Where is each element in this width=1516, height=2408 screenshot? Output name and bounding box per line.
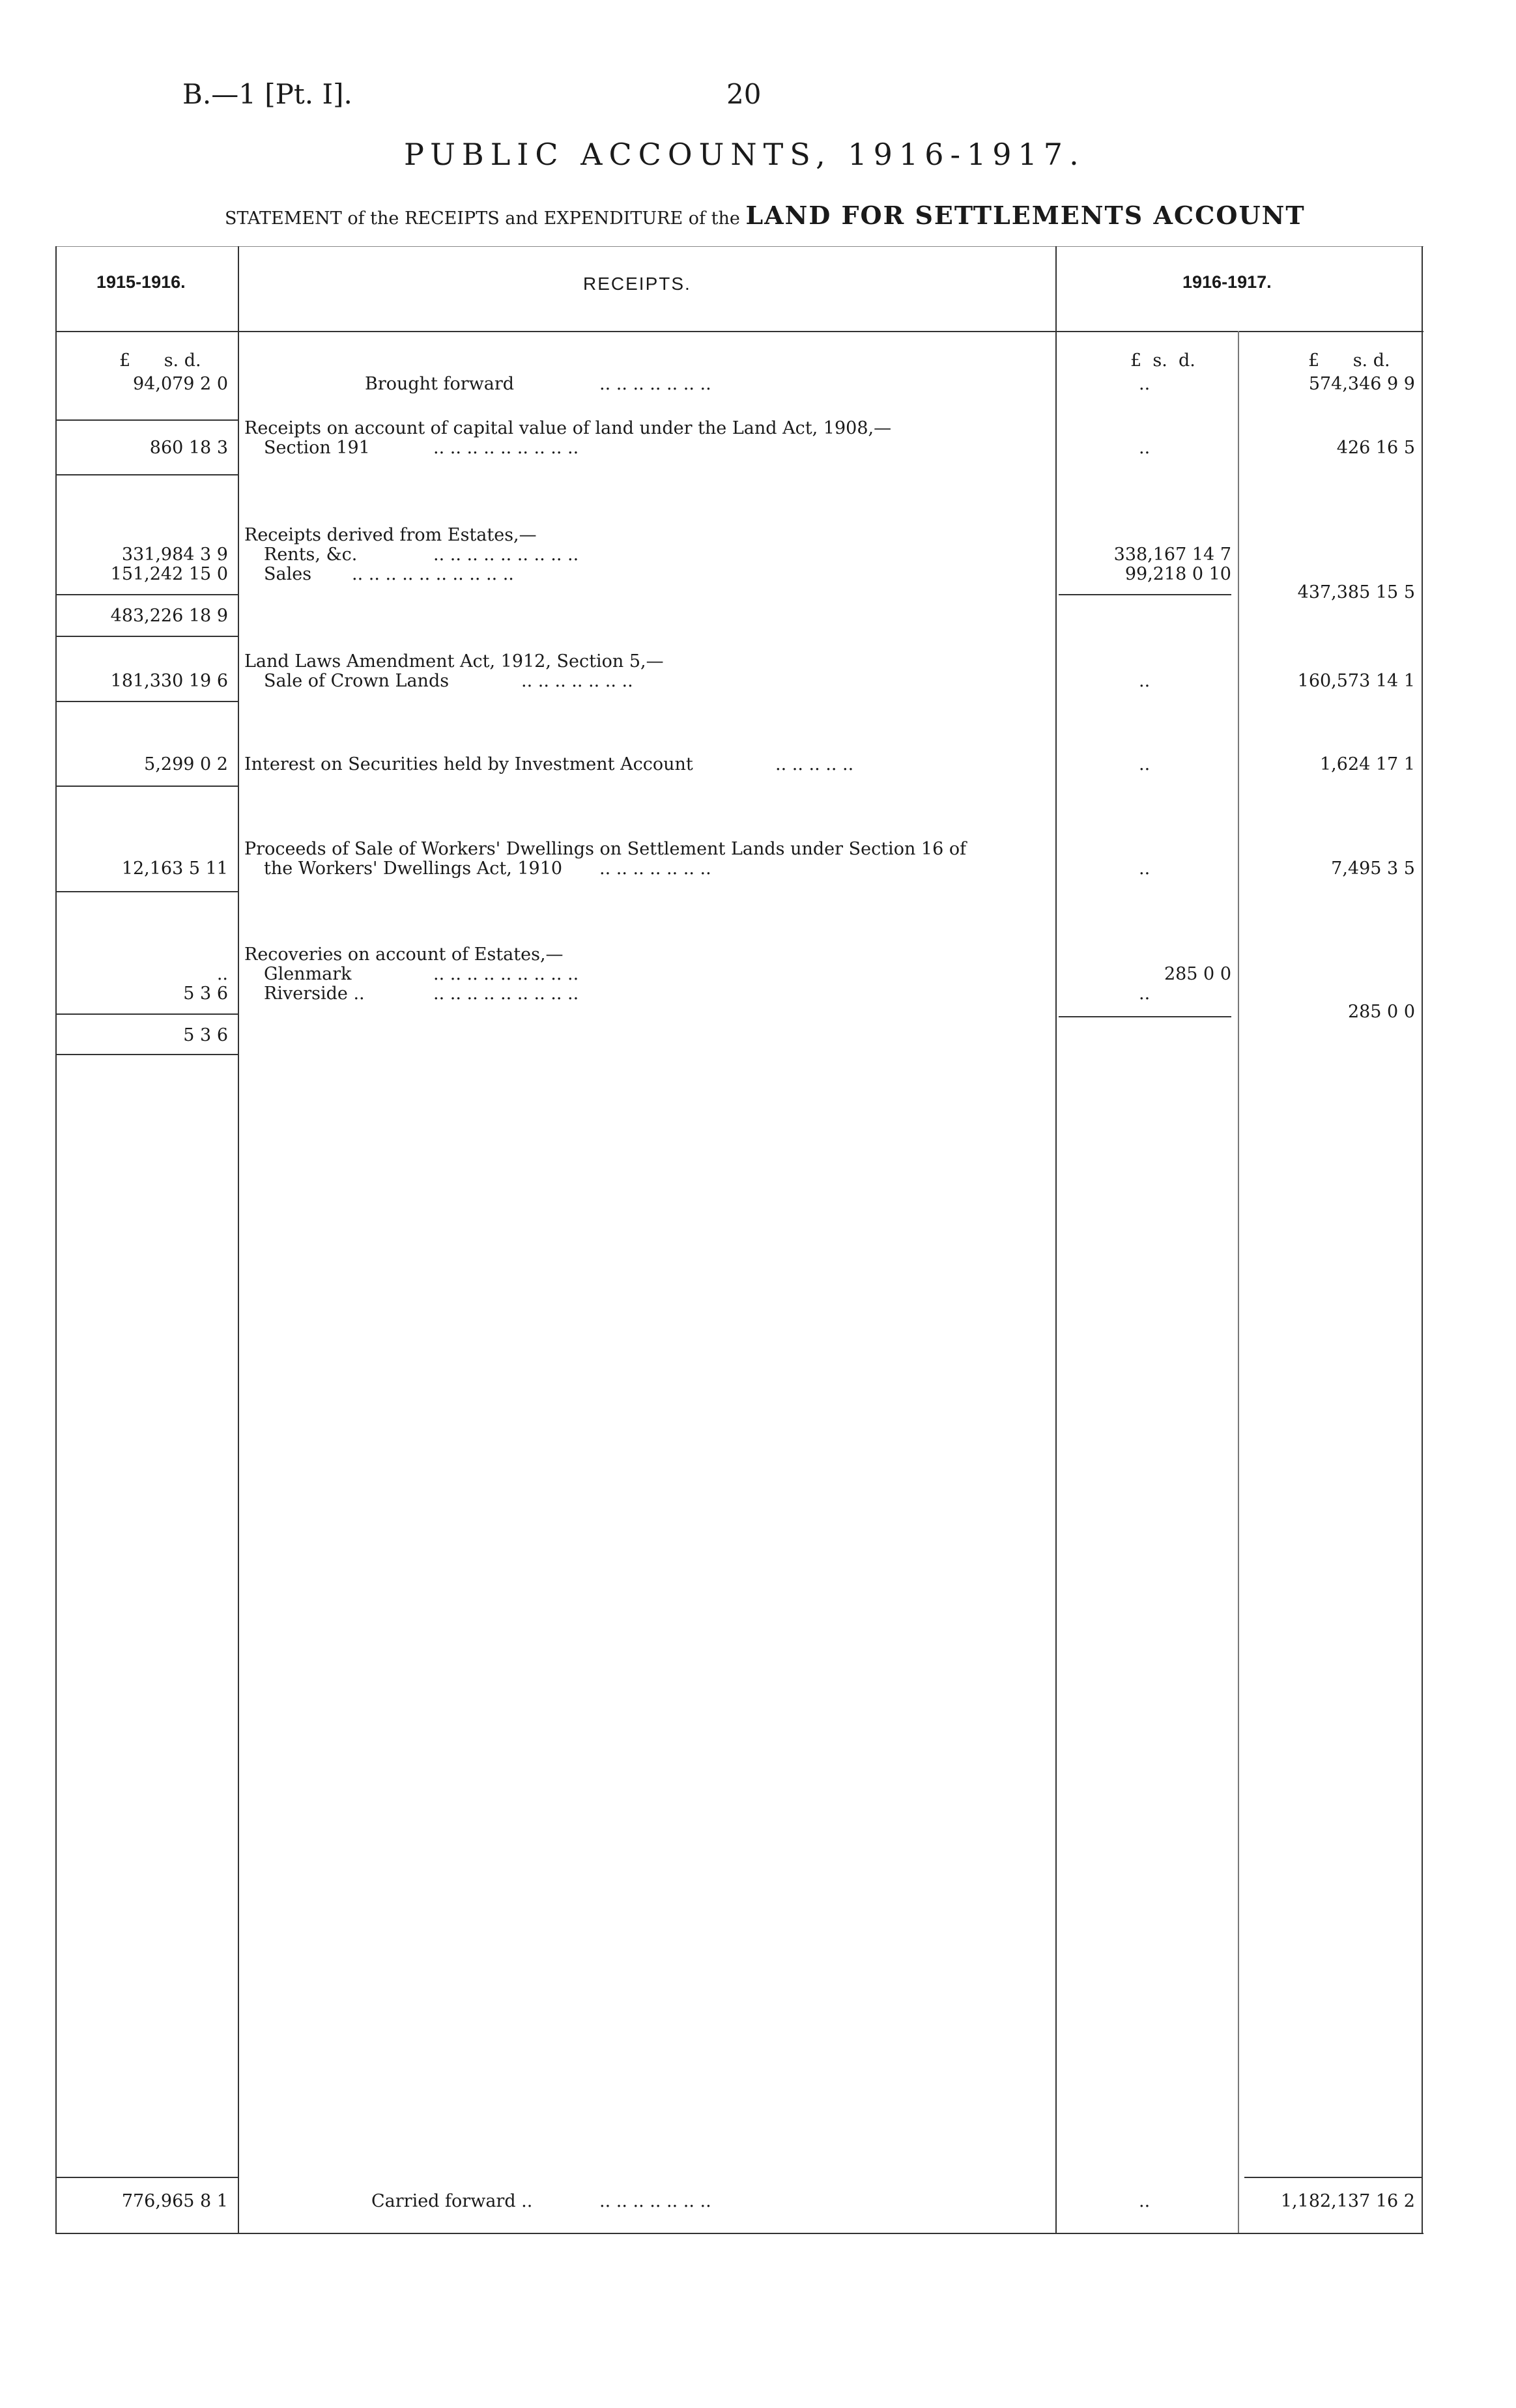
- prev-amount: 5,299 0 2: [144, 754, 228, 774]
- statement-heading: [225, 201, 1306, 230]
- rents-label: Rents, &c.: [264, 545, 358, 565]
- rents-sub-amount: 338,167 14 7: [1113, 545, 1231, 565]
- sub-amount: ..: [1139, 2191, 1151, 2211]
- table-top-rule: [55, 246, 1423, 247]
- glenmark-label: Glenmark: [264, 964, 352, 984]
- pence-label: d.: [1178, 350, 1195, 371]
- row-rule: [55, 636, 238, 637]
- total-rule: [1244, 2177, 1422, 2178]
- prev-amount: 776,965 8 1: [121, 2191, 228, 2211]
- row-rule: [55, 786, 238, 787]
- riverside-label: Riverside ..: [264, 984, 365, 1004]
- leader-dots: .. .. .. .. .. .. ..: [599, 2191, 711, 2211]
- prev-total: 483,226 18 9: [110, 606, 228, 626]
- sales-sub-amount: 99,218 0 10: [1124, 564, 1231, 584]
- page-title: PUBLIC ACCOUNTS, 1916-1917.: [404, 137, 1085, 172]
- leader-dots: .. .. .. .. .. .. .. .. ..: [433, 984, 579, 1004]
- glenmark-sub-amount: 285 0 0: [1164, 964, 1231, 984]
- section-heading: Receipts derived from Estates,—: [244, 525, 537, 545]
- sales-prev-amount: 151,242 15 0: [110, 564, 228, 584]
- prev-lsd-header: [119, 350, 201, 371]
- leader-dots: .. .. .. .. .. .. ..: [521, 671, 633, 691]
- leader-dots: .. .. .. .. .. .. .. .. ..: [433, 438, 579, 458]
- table-bottom-rule: [55, 2233, 1423, 2234]
- curr-amount: 160,573 14 1: [1297, 671, 1415, 691]
- row-label: Brought forward: [365, 374, 515, 394]
- curr-lsd-header: [1308, 350, 1390, 371]
- prev-amount: 860 18 3: [149, 438, 228, 458]
- sub-amount: ..: [1139, 438, 1151, 458]
- row-label: Carried forward ..: [371, 2191, 533, 2211]
- leader-dots: .. .. .. .. .. .. .. .. ..: [433, 545, 579, 565]
- subtotal-rule: [55, 1013, 238, 1015]
- row-label: Interest on Securities held by Investment Account: [244, 754, 693, 774]
- prev-amount: 94,079 2 0: [133, 374, 228, 394]
- leader-dots: .. .. .. .. .. .. .. .. .. ..: [352, 564, 514, 584]
- receipts-heading: RECEIPTS.: [583, 274, 691, 294]
- sub-amount: ..: [1139, 858, 1151, 879]
- row-label: Sale of Crown Lands: [264, 671, 450, 691]
- curr-year-heading: 1916-1917.: [1182, 272, 1272, 292]
- riverside-sub-amount: ..: [1139, 984, 1151, 1004]
- row-rule: [55, 474, 238, 475]
- sub-amount: ..: [1139, 671, 1151, 691]
- sub-lsd-header: [1130, 350, 1195, 371]
- curr-amount: 437,385 15 5: [1297, 582, 1415, 602]
- row-rule: [55, 1054, 238, 1055]
- curr-amount: 285 0 0: [1347, 1002, 1415, 1022]
- prev-year-heading: 1915-1916.: [96, 272, 186, 292]
- pound-label: £: [119, 350, 131, 371]
- leader-dots: .. .. .. .. .. .. ..: [599, 374, 711, 394]
- statement-prefix: STATEMENT of the RECEIPTS and EXPENDITURE of the: [225, 208, 740, 229]
- receipts-col-rule: [1055, 246, 1057, 2233]
- statement-account-name: LAND FOR SETTLEMENTS ACCOUNT: [745, 201, 1306, 230]
- prev-total: 5 3 6: [183, 1025, 228, 1045]
- page-number: 20: [726, 78, 762, 110]
- row-label: Section 191: [264, 438, 370, 458]
- curr-amount: 574,346 9 9: [1308, 374, 1415, 394]
- row-label-line1: Proceeds of Sale of Workers' Dwellings on Settlement Lands under Section 16 of: [244, 839, 967, 859]
- subtotal-rule: [1059, 1016, 1231, 1017]
- curr-amount: 1,624 17 1: [1320, 754, 1415, 774]
- pound-label: £: [1308, 350, 1320, 371]
- riverside-prev-amount: 5 3 6: [183, 984, 228, 1004]
- shilling-label: s.: [1352, 350, 1368, 371]
- sales-label: Sales: [264, 564, 312, 584]
- sub-col-rule: [1238, 331, 1239, 2233]
- leader-dots: .. .. .. .. .. .. .. .. ..: [433, 964, 579, 984]
- glenmark-prev-amount: ..: [216, 964, 228, 984]
- section-heading: Receipts on account of capital value of land under the Land Act, 1908,—: [244, 418, 892, 438]
- leader-dots: .. .. .. .. ..: [775, 754, 854, 774]
- subtotal-rule: [1059, 594, 1231, 595]
- table-left-rule: [55, 246, 57, 2233]
- row-rule: [55, 891, 238, 892]
- total-rule: [55, 2177, 238, 2178]
- row-label-line2: the Workers' Dwellings Act, 1910: [264, 858, 563, 879]
- curr-amount: 426 16 5: [1336, 438, 1415, 458]
- section-heading: Recoveries on account of Estates,—: [244, 944, 564, 965]
- subtotal-rule: [55, 594, 238, 595]
- document-code: B.—1 [Pt. I].: [182, 78, 352, 110]
- curr-amount: 1,182,137 16 2: [1280, 2191, 1415, 2211]
- prev-amount: 12,163 5 11: [121, 858, 228, 879]
- header-bottom-rule: [55, 331, 1423, 332]
- pence-label: d.: [1373, 350, 1390, 371]
- leader-dots: .. .. .. .. .. .. ..: [599, 858, 711, 879]
- row-rule: [55, 701, 238, 702]
- row-rule: [55, 419, 238, 421]
- prev-col-rule: [238, 246, 239, 2233]
- pence-label: d.: [184, 350, 201, 371]
- sub-amount: ..: [1139, 374, 1151, 394]
- sub-amount: ..: [1139, 754, 1151, 774]
- pound-label: £: [1130, 350, 1142, 371]
- rents-prev-amount: 331,984 3 9: [121, 545, 228, 565]
- prev-amount: 181,330 19 6: [110, 671, 228, 691]
- section-heading: Land Laws Amendment Act, 1912, Section 5,—: [244, 651, 664, 672]
- shilling-label: s.: [1152, 350, 1167, 371]
- table-right-rule: [1422, 246, 1423, 2233]
- curr-amount: 7,495 3 5: [1331, 858, 1415, 879]
- shilling-label: s.: [164, 350, 179, 371]
